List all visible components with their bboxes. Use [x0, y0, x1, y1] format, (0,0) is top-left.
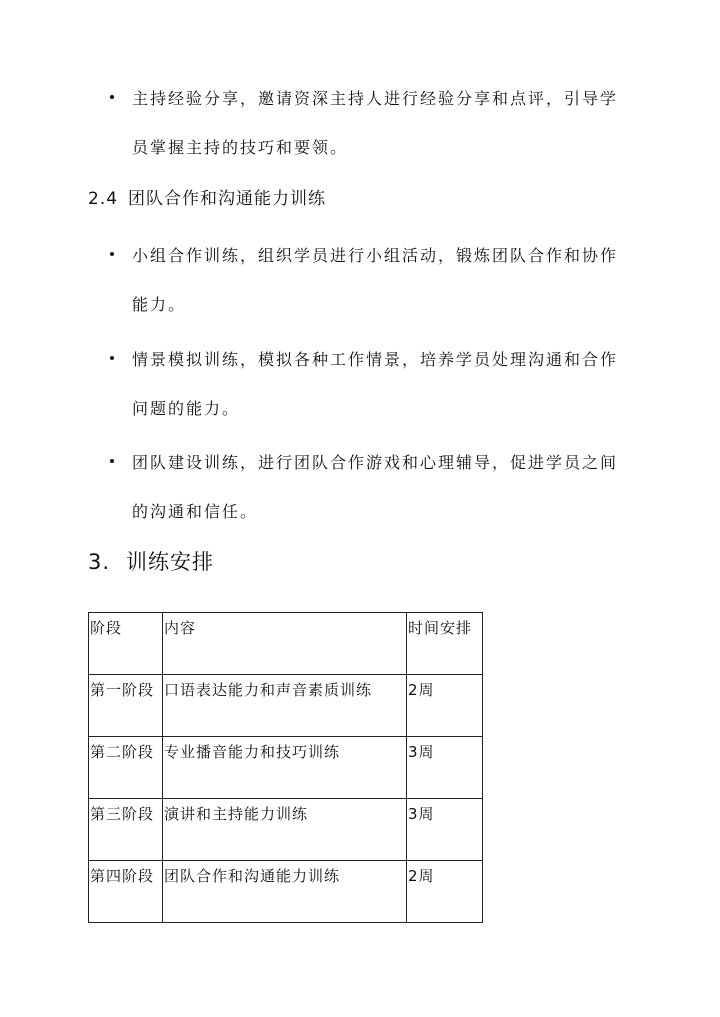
section-heading-2-4	[88, 184, 326, 209]
table-header-row	[89, 613, 483, 675]
bullet-text: 团队建设训练，进行团队合作游戏和心理辅导，促进学员之间的沟通和信任。	[132, 453, 619, 521]
bullet-item	[98, 438, 628, 536]
table-cell-content: 口语表达能力和声音素质训练	[163, 675, 407, 737]
table-cell-duration: 3周	[407, 737, 483, 799]
table-cell-stage: 第四阶段	[89, 861, 163, 923]
bullet-dot-icon	[110, 356, 114, 360]
schedule-table	[88, 612, 483, 923]
section-title: 训练安排	[126, 550, 215, 574]
bullet-text: 情景模拟训练，模拟各种工作情景，培养学员处理沟通和合作问题的能力。	[132, 350, 619, 418]
bullet-dot-icon	[110, 459, 114, 463]
table-cell-duration: 2周	[407, 675, 483, 737]
table-cell-duration: 3周	[407, 799, 483, 861]
bullet-text: 小组合作训练，组织学员进行小组活动，锻炼团队合作和协作能力。	[132, 246, 619, 314]
table-header-cell: 内容	[163, 613, 407, 675]
bullet-dot-icon	[110, 252, 114, 256]
bullet-text: 主持经验分享，邀请资深主持人进行经验分享和点评，引导学员掌握主持的技巧和要领。	[132, 89, 619, 157]
table-cell-content: 演讲和主持能力训练	[163, 799, 407, 861]
table-cell-stage: 第二阶段	[89, 737, 163, 799]
table-cell-content: 团队合作和沟通能力训练	[163, 861, 407, 923]
section-number: 3.	[88, 550, 111, 574]
bullet-item	[98, 335, 628, 433]
bullet-dot-icon	[110, 95, 114, 99]
table-cell-stage: 第三阶段	[89, 799, 163, 861]
table-row	[89, 861, 483, 923]
section-heading-3	[88, 546, 214, 576]
bullet-item	[98, 74, 628, 172]
section-title: 团队合作和沟通能力训练	[128, 189, 327, 209]
table-row	[89, 799, 483, 861]
table-row	[89, 675, 483, 737]
bullet-item	[98, 231, 628, 329]
table-cell-stage: 第一阶段	[89, 675, 163, 737]
section-number: 2.4	[88, 189, 119, 209]
table-header-cell: 阶段	[89, 613, 163, 675]
table-header-cell: 时间安排	[407, 613, 483, 675]
table-cell-duration: 2周	[407, 861, 483, 923]
table-cell-content: 专业播音能力和技巧训练	[163, 737, 407, 799]
table-row	[89, 737, 483, 799]
